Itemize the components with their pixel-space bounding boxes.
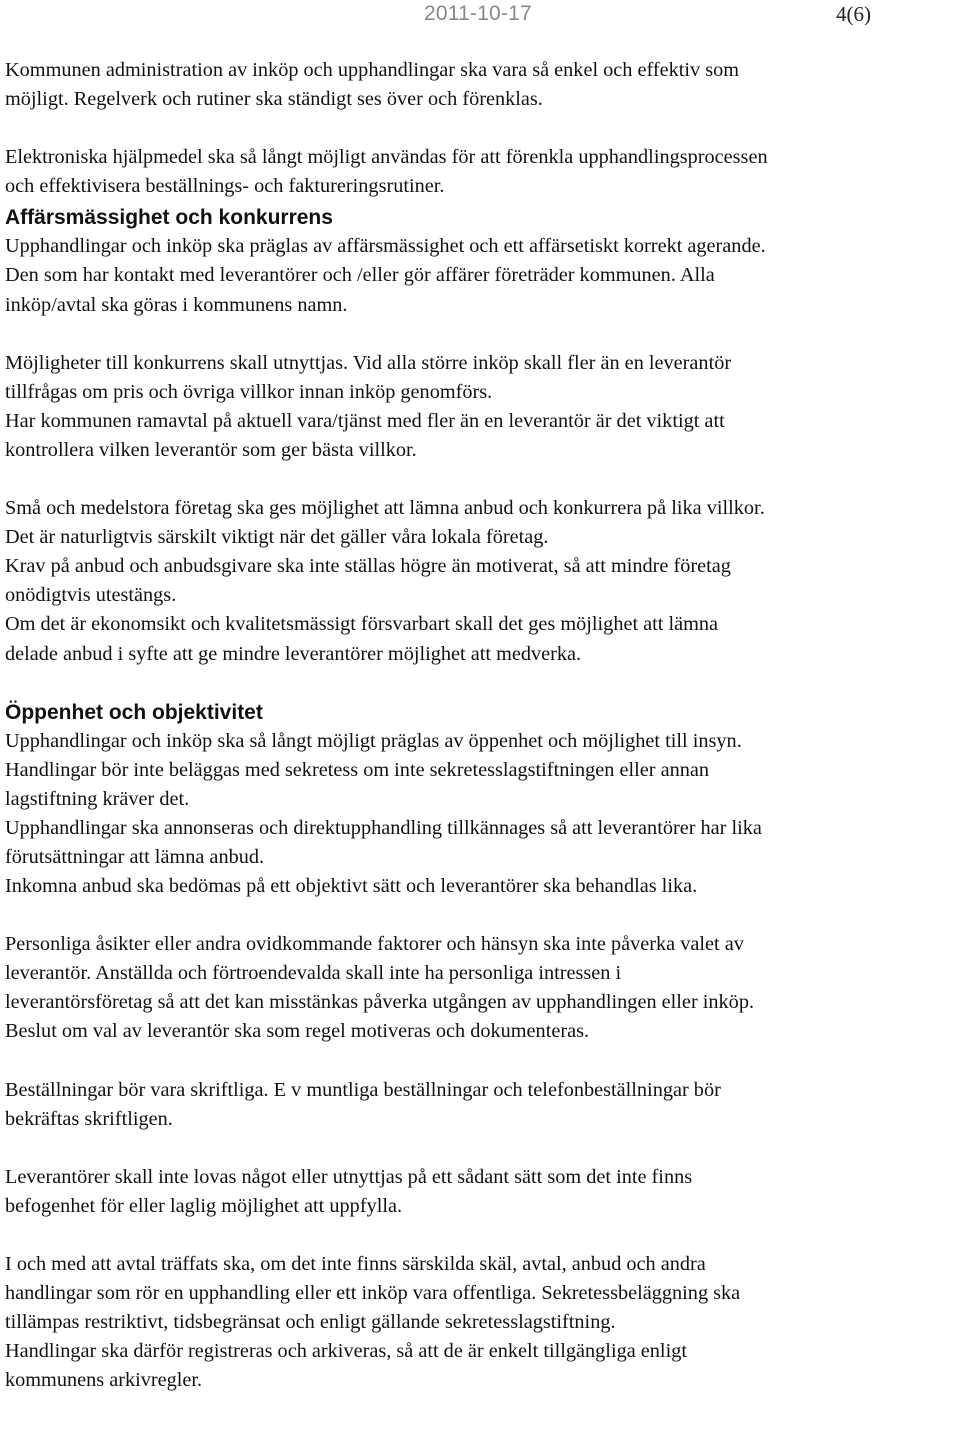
text-line: onödigtvis utestängs. [5,584,177,607]
document-body [5,56,960,1395]
text-line: bekräftas skriftligen. [5,1107,173,1130]
text-line: delade anbud i syfte att ge mindre leverantörer möjlighet att medverka. [5,642,582,665]
text-line: Upphandlingar ska annonseras och direktupphandling tillkännages så att leverantörer har lika [5,816,762,839]
paragraph-gap [5,320,960,349]
text-line: Elektroniska hjälpmedel ska så långt möjligt användas för att förenkla upphandlingsprocessen [5,146,768,169]
paragraph-leverantorer [5,1163,960,1221]
text-line: Små och medelstora företag ska ges möjlighet att lämna anbud och konkurrera på lika villkor. [5,497,765,520]
text-line: Krav på anbud och anbudsgivare ska inte ställas högre än motiverat, så att mindre företag [5,555,731,578]
paragraph-offentlighet [5,1250,960,1395]
text-line: I och med att avtal träffats ska, om det inte finns särskilda skäl, avtal, anbud och andra [5,1252,706,1275]
paragraph-gap [5,114,960,143]
paragraph-gap [5,901,960,930]
text-line: kommunens arkivregler. [5,1369,203,1392]
text-line: befogenhet för eller laglig möjlighet att uppfylla. [5,1194,403,1217]
text-line: Leverantörer skall inte lovas något eller utnyttjas på ett sådant sätt som det inte finns [5,1165,693,1188]
text-line: Inkomna anbud ska bedömas på ett objektivt sätt och leverantörer ska behandlas lika. [5,875,698,898]
paragraph-konkurrens [5,349,960,465]
paragraph-personliga-asikter [5,930,960,1046]
text-line: Personliga åsikter eller andra ovidkommande faktorer och hänsyn ska inte påverka valet av [5,933,744,956]
paragraph-electronic-tools [5,143,960,201]
paragraph-oppenhet [5,727,960,902]
text-line: Det är naturligtvis särskilt viktigt när det gäller våra lokala företag. [5,526,549,549]
text-line: Beslut om val av leverantör ska som regel motiveras och dokumenteras. [5,1020,590,1043]
text-line: Den som har kontakt med leverantörer och /eller gör affärer företräder kommunen. Alla [5,264,715,287]
text-line: Upphandlingar och inköp ska så långt möjligt präglas av öppenhet och möjlighet till insyn. [5,729,742,752]
text-line: leverantör. Anställda och förtroendevalda skall inte ha personliga intressen i [5,962,622,985]
text-line: handlingar som rör en upphandling eller ett inköp vara offentliga. Sekretessbeläggning ska [5,1282,741,1304]
paragraph-affarsmassighet [5,232,960,319]
text-line: lagstiftning kräver det. [5,787,190,810]
paragraph-sma-foretag [5,494,960,669]
paragraph-intro [5,56,960,114]
paragraph-gap [5,465,960,494]
text-line: Kommunen administration av inköp och upphandlingar ska vara så enkel och effektiv som [5,59,740,81]
text-line: Handlingar ska därför registreras och arkiveras, så att de är enkelt tillgängliga enligt [5,1340,687,1363]
text-line: Upphandlingar och inköp ska präglas av affärsmässighet och ett affärsetiskt korrekt agerande. [5,235,766,258]
text-line: tillfrågas om pris och övriga villkor innan inköp genomförs. [5,380,493,403]
section-heading-oppenhet: Öppenhet och objektivitet [5,700,263,724]
text-line: och effektivisera beställnings- och faktureringsrutiner. [5,175,445,198]
text-line: Möjligheter till konkurrens skall utnyttjas. Vid alla större inköp skall fler än en leverantör [5,351,732,374]
text-line: Om det är ekonomsikt och kvalitetsmässigt försvarbart skall det ges möjlighet att lämna [5,613,719,636]
text-line: Har kommunen ramavtal på aktuell vara/tjänst med fler än en leverantör är det viktigt att [5,409,725,432]
page-number: 4(6) [836,2,871,26]
text-line: leverantörsföretag så att det kan misstänkas påverka utgången av upphandlingen eller inköp. [5,991,755,1014]
text-line: kontrollera vilken leverantör som ger bästa villkor. [5,438,417,461]
paragraph-gap [5,669,960,698]
paragraph-gap [5,1047,960,1076]
section-heading-affarsmassighet: Affärsmässighet och konkurrens [5,206,333,230]
text-line: inköp/avtal ska göras i kommunens namn. [5,293,348,316]
paragraph-bestallningar [5,1076,960,1134]
text-line: Handlingar bör inte beläggas med sekretess om inte sekretesslagstiftningen eller annan [5,758,709,781]
header-date: 2011-10-17 [424,2,532,25]
paragraph-gap [5,1134,960,1163]
text-line: möjligt. Regelverk och rutiner ska ständigt ses över och förenklas. [5,88,543,111]
paragraph-gap [5,1221,960,1250]
text-line: förutsättningar att lämna anbud. [5,845,265,868]
text-line: tillämpas restriktivt, tidsbegränsat och enligt gällande sekretesslagstiftning. [5,1311,616,1334]
page-header [0,2,960,32]
text-line: Beställningar bör vara skriftliga. E v muntliga beställningar och telefonbeställningar bör [5,1078,721,1101]
